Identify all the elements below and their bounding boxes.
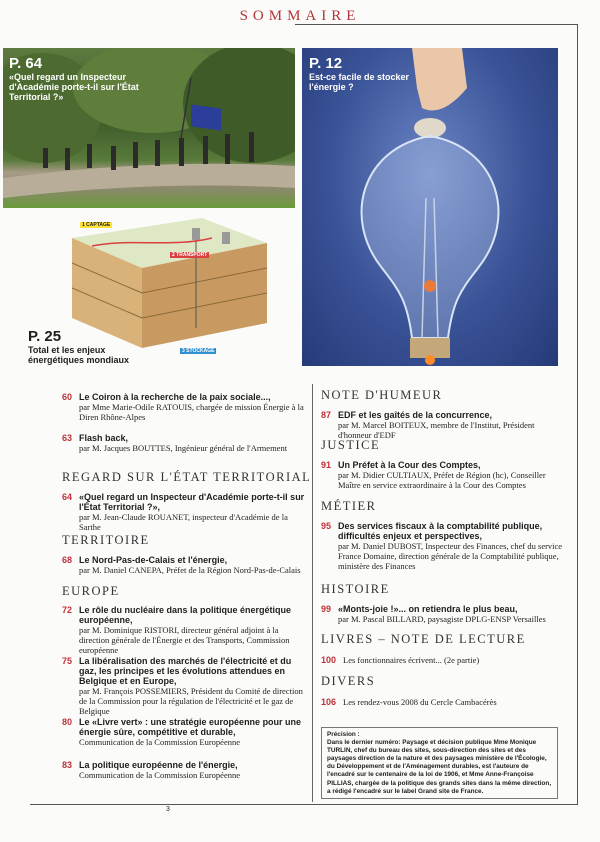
feature-label-p25 [28,328,178,365]
entry-title: Le «Livre vert» : une stratégie européenne pour une énergie sûre, compétitive et durable, [79,717,302,737]
entry-title: Le Nord-Pas-de-Calais et l'énergie, [79,555,228,565]
diagram-label-stockage: 3 STOCKAGE [182,348,215,354]
page-number: 95 [321,521,332,531]
toc-entry[interactable] [321,655,566,665]
entry-author: par M. Didier CULTIAUX, Préfet de Région (hc), Conseiller Maître en service extraordinaire à la Cour des Comptes [338,470,546,490]
toc-entry[interactable] [62,492,307,532]
entry-author: par M. Daniel DUBOST, Inspecteur des Finances, chef du service France Domaine, direction générale de la Comptabilité publique, ministère des Finances [338,541,563,571]
frame-line [295,24,577,25]
entry-author: par M. Daniel CANEPA, Préfet de la Région Nord-Pas-de-Calais [79,565,301,575]
light-bulb-illustration [302,48,558,366]
diagram-label-captage: 1 CAPTAGE [82,222,111,228]
toc-entry[interactable] [321,410,566,440]
toc-entry[interactable] [321,697,566,707]
entry-author: par Mme Marie-Odile RATOUIS, chargée de mission Énergie à la Diren Rhône-Alpes [79,402,304,422]
section-heading: JUSTICE [321,438,381,452]
toc-entry[interactable] [62,605,307,655]
entry-author: par M. Jean-Claude ROUANET, inspecteur d'Académie de la Sarthe [79,512,288,532]
feature-label-p64 [9,55,159,102]
page-number: 64 [62,492,73,502]
feature-page-number: P. 64 [9,55,43,72]
entry-title: La libéralisation des marchés de l'électricité et du gaz, les principes et les évolutions attendues en Belgique et en Europe, [79,656,292,686]
page-number: 106 [321,697,337,707]
entry-title: Le rôle du nucléaire dans la politique énergétique européenne, [79,605,292,625]
page-number: 60 [62,392,73,402]
page-number: 87 [321,410,332,420]
feature-caption: Est-ce facile de stocker l'énergie ? [309,72,410,92]
entry-author: par M. François POSSEMIERS, Président du Comité de direction de la Commission pour la régulation de l'électricité et le gaz de Belgique [79,686,303,716]
entry-author: Les rendez-vous 2008 du Cercle Cambacérès [343,697,497,707]
entry-author: par M. Jacques BOUTTES, Ingénieur général de l'Armement [79,443,288,453]
folio-page-number: 3 [166,806,170,813]
entry-author: par M. Dominique RISTORI, directeur général adjoint à la direction générale de l'Énergie et des Transports, Commission européenne [79,625,290,655]
precision-note-box [321,727,558,799]
entry-title: La politique européenne de l'énergie, [79,760,238,770]
note-title: Précision : [327,731,360,738]
entry-title: Le Coiron à la recherche de la paix sociale..., [79,392,271,402]
section-heading: NOTE D'HUMEUR [321,388,443,402]
page-number: 91 [321,460,332,470]
page-number: 100 [321,655,337,665]
toc-entry[interactable] [62,433,307,453]
entry-title: Un Préfet à la Cour des Comptes, [338,460,481,470]
entry-title: EDF et les gaîtés de la concurrence, [338,410,493,420]
note-text: Dans le dernier numéro: Paysage et décision publique Mme Monique TURLIN, chef du bureau des sites, sous-direction des sites et des paysages direction de la nature et des paysages ministère de l'Écologie, du Développement et de l'Aménagement durables, est l'auteure de l'encadré sur le centenaire de la loi de 1906, et Mme Anne-Françoise PILLIAS, chargée de la politique des grands sites dans la même direction, a rédigé l'encadré sur le label Grand site de France. [327,739,552,795]
page-number: 80 [62,717,73,727]
feature-label-p12 [309,55,419,92]
feature-caption: Total et les enjeux énergétiques mondiaux [28,345,130,365]
page-number: 99 [321,604,332,614]
entry-title: «Monts-joie !»... on retiendra le plus beau, [338,604,518,614]
section-heading: HISTOIRE [321,582,390,596]
feature-caption: «Quel regard un Inspecteur d'Académie porte-t-il sur l'État Territorial ?» [9,72,139,102]
page-title: SOMMAIRE [239,8,361,24]
feature-page-number: P. 12 [309,55,343,72]
toc-entry[interactable] [62,656,307,716]
diagram-label-transport: 2 TRANSPORT [172,252,208,258]
toc-entry[interactable] [62,392,307,422]
feature-photo-p12[interactable] [302,48,558,366]
entry-author: Communication de la Commission Européenne [79,737,241,747]
section-heading: LIVRES – NOTE DE LECTURE [321,632,526,646]
column-divider [312,384,313,802]
frame-line [30,804,578,805]
entry-title: Flash back, [79,433,129,443]
entry-author: Les fonctionnaires écrivent... (2e partie) [343,655,480,665]
toc-entry[interactable] [321,460,566,490]
page-number: 75 [62,656,73,666]
frame-line [577,24,578,804]
toc-entry[interactable] [62,555,307,575]
feature-page-number: P. 25 [28,328,62,345]
page-number: 68 [62,555,73,565]
toc-entry[interactable] [321,604,566,624]
section-heading: MÉTIER [321,499,377,513]
toc-entry[interactable] [321,521,566,571]
page-number: 83 [62,760,73,770]
entry-title: Des services fiscaux à la comptabilité publique, difficultés enjeux et perspectives, [338,521,543,541]
toc-entry[interactable] [62,760,307,780]
entry-title: «Quel regard un Inspecteur d'Académie porte-t-il sur l'État Territorial ?», [79,492,305,512]
entry-author: par M. Pascal BILLARD, paysagiste DPLG-ENSP Versailles [338,614,546,624]
section-heading: DIVERS [321,674,376,688]
entry-author: par M. Marcel BOITEUX, membre de l'Institut, Président d'honneur d'EDF [338,420,535,440]
entry-author: Communication de la Commission Européenne [79,770,241,780]
section-heading: REGARD SUR L'ÉTAT TERRITORIAL [62,470,312,484]
page-number: 72 [62,605,73,615]
section-heading: EUROPE [62,584,120,598]
section-heading: TERRITOIRE [62,533,150,547]
page-number: 63 [62,433,73,443]
toc-entry[interactable] [62,717,307,747]
